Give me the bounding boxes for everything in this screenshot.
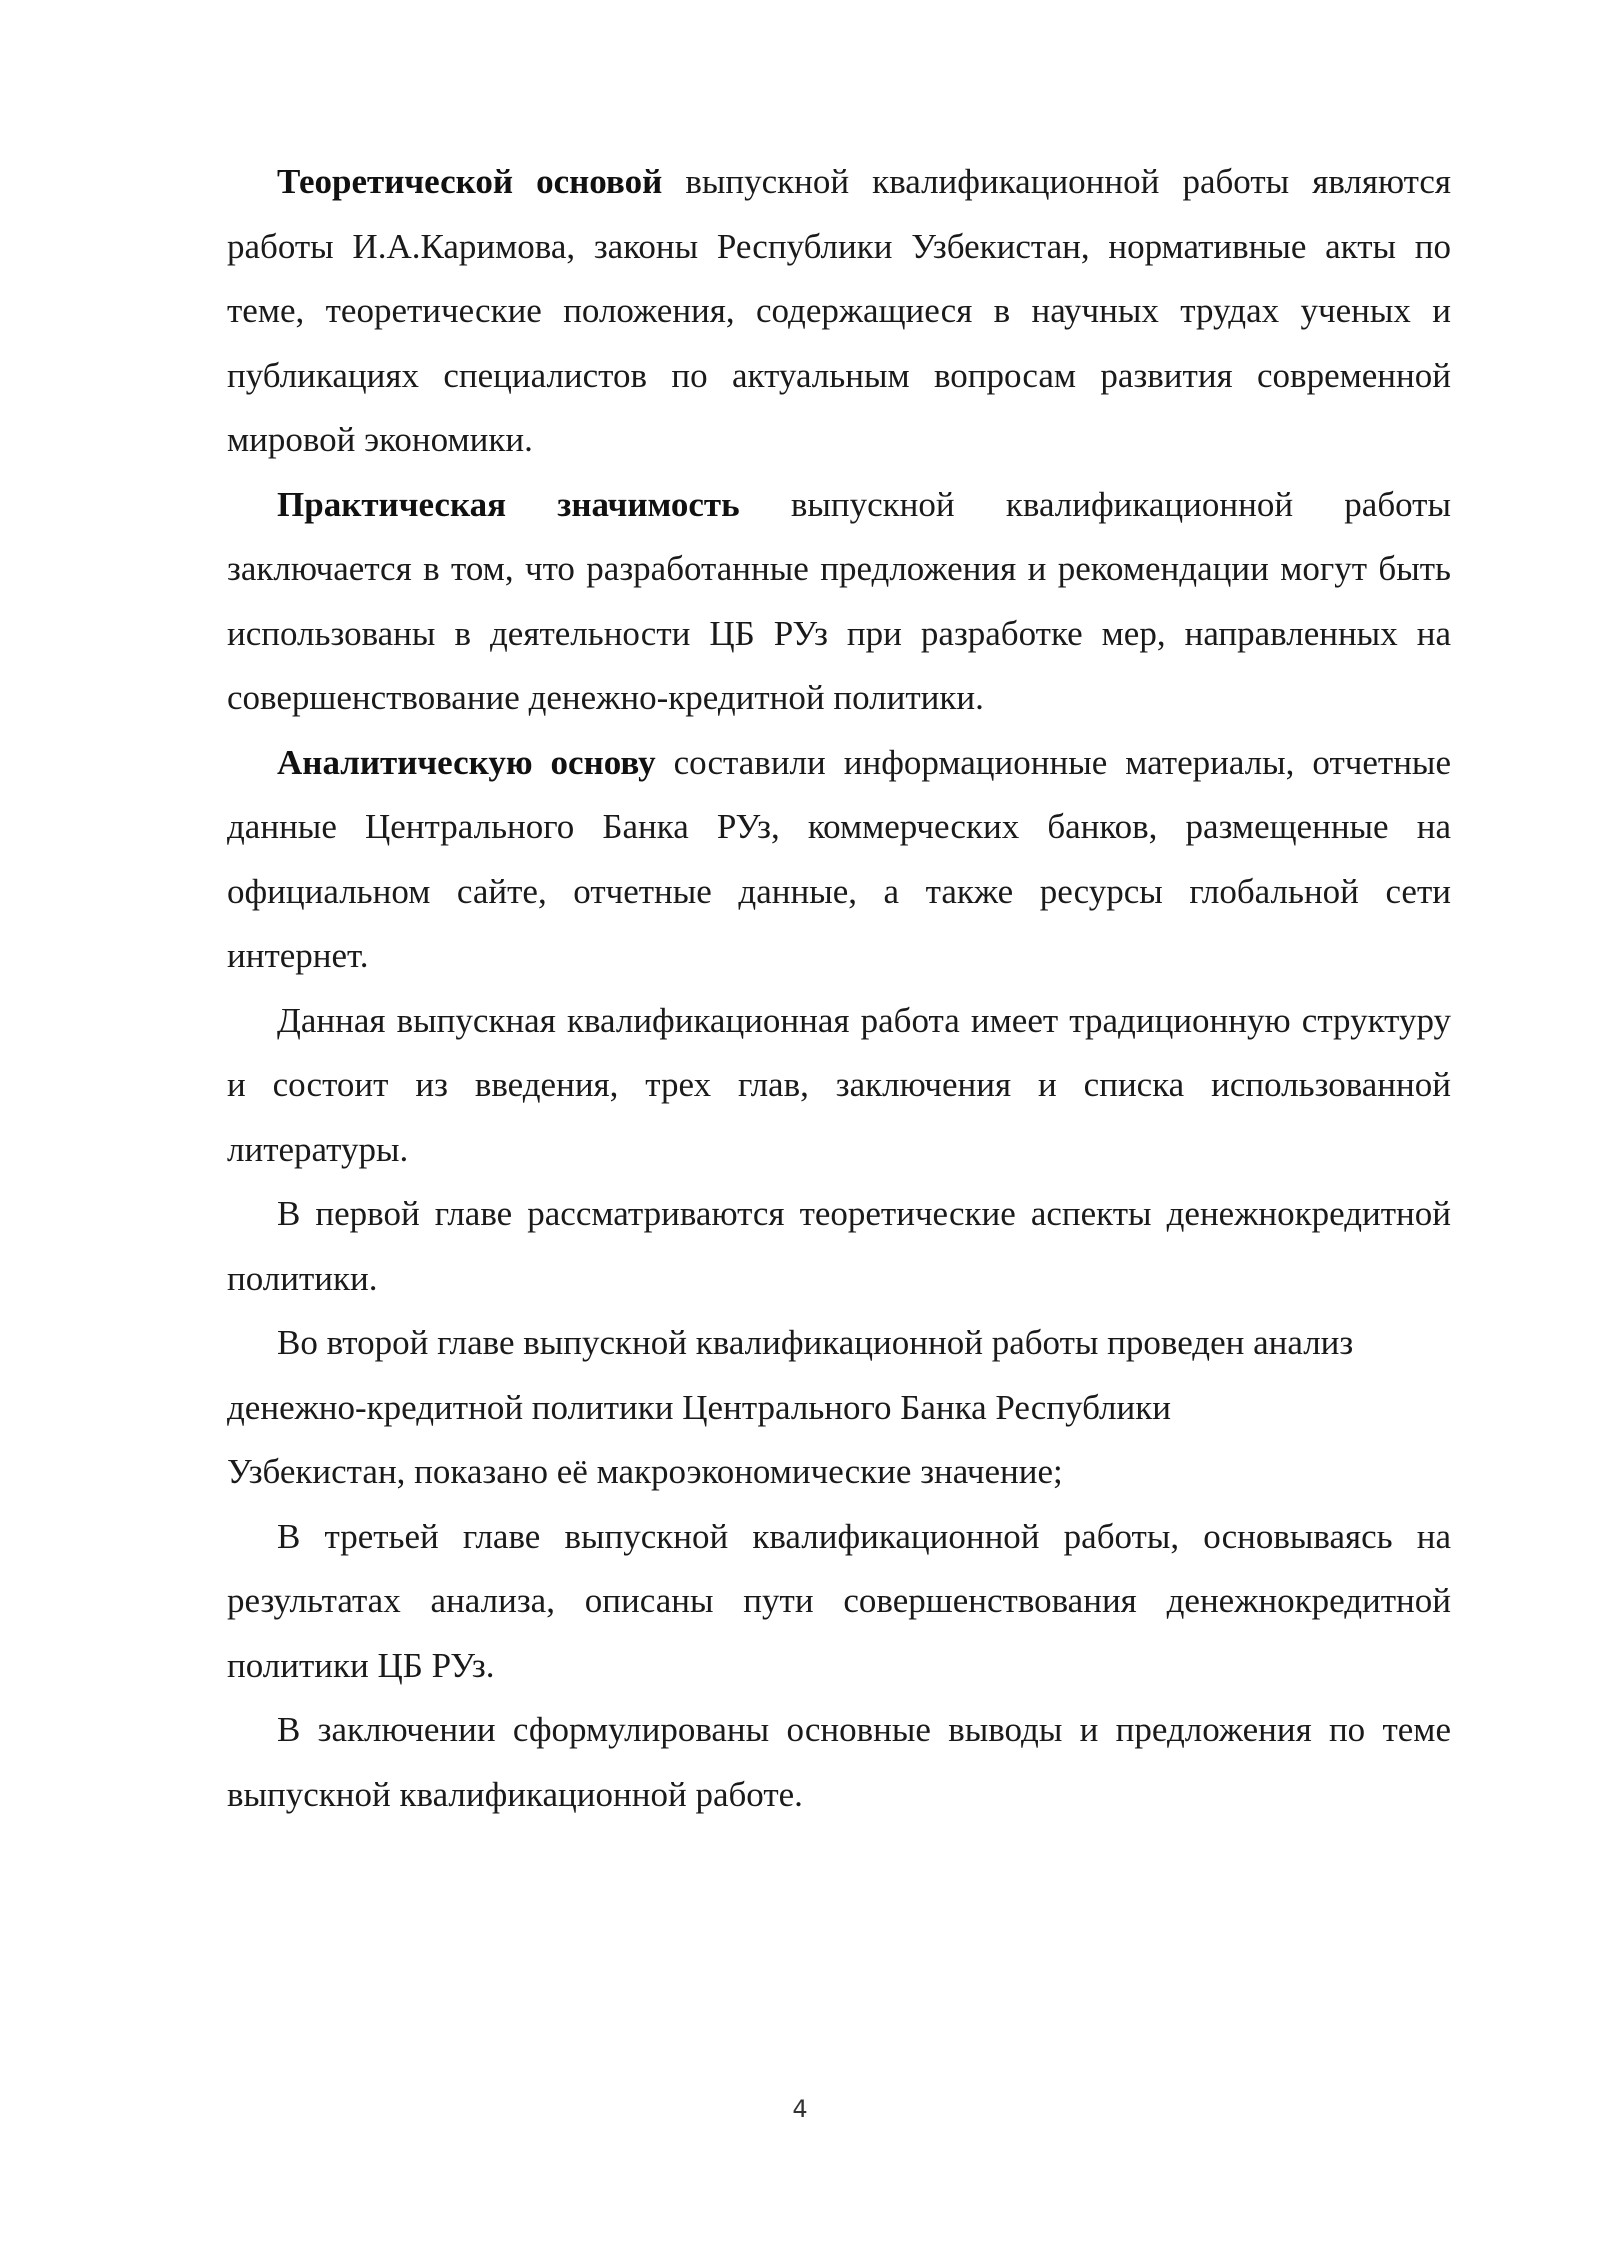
bold-term-theoretical-basis: Теоретической основой xyxy=(277,162,663,201)
paragraph-text: Данная выпускная квалификационная работа имеет традиционную структуру и состоит из введения, трех глав, заключения и списка использованной литературы. xyxy=(227,1000,1451,1169)
page-number: 4 xyxy=(792,2095,808,2123)
paragraph-analytical-basis xyxy=(227,731,1451,989)
paragraph-conclusion xyxy=(227,1698,1451,1827)
paragraph-text: выпускной квалификационной работы являются работы И.А.Каримова, законы Республики Узбекистан, нормативные акты по теме, теоретические положения, содержащиеся в научных трудах ученых и публикациях специалистов по актуальным вопросам развития современной мировой экономики. xyxy=(227,162,1451,459)
paragraph-text: В первой главе рассматриваются теоретические аспекты денежнокредитной политики. xyxy=(227,1194,1451,1298)
paragraph-text: составили информационные материалы, отчетные данные Центрального Банка РУз, коммерческих банков, размещенные на официальном сайте, отчетные данные, а также ресурсы глобальной сети интернет. xyxy=(227,742,1451,975)
paragraph-line: денежно-кредитной политики Центрального Банка Республики xyxy=(227,1387,1171,1427)
paragraph-first-chapter xyxy=(227,1182,1451,1311)
paragraph-text: выпускной квалификационной работы заключается в том, что разработанные предложения и рекомендации могут быть использованы в деятельности ЦБ РУз при разработке мер, направленных на совершенствование денежно-кредитной политики. xyxy=(227,484,1451,717)
paragraph-second-chapter xyxy=(227,1311,1451,1505)
bold-term-practical-significance: Практическая значимость xyxy=(277,484,740,524)
paragraph-third-chapter xyxy=(227,1505,1451,1699)
paragraph-text: В заключении сформулированы основные выводы и предложения по теме выпускной квалификационной работе. xyxy=(227,1710,1451,1814)
bold-term-analytical-basis: Аналитическую основу xyxy=(277,742,656,782)
body-text xyxy=(227,150,1451,1827)
paragraph-line: Узбекистан, показано её макроэкономические значение; xyxy=(227,1452,1063,1491)
paragraph-text: В третьей главе выпускной квалификационной работы, основываясь на результатах анализа, описаны пути совершенствования денежнокредитной политики ЦБ РУз. xyxy=(227,1516,1451,1685)
paragraph-structure xyxy=(227,989,1451,1183)
paragraph-theoretical-basis xyxy=(227,150,1451,473)
paragraph-practical-significance xyxy=(227,473,1451,731)
paragraph-line: Во второй главе выпускной квалификационной работы проведен анализ xyxy=(277,1323,1354,1362)
